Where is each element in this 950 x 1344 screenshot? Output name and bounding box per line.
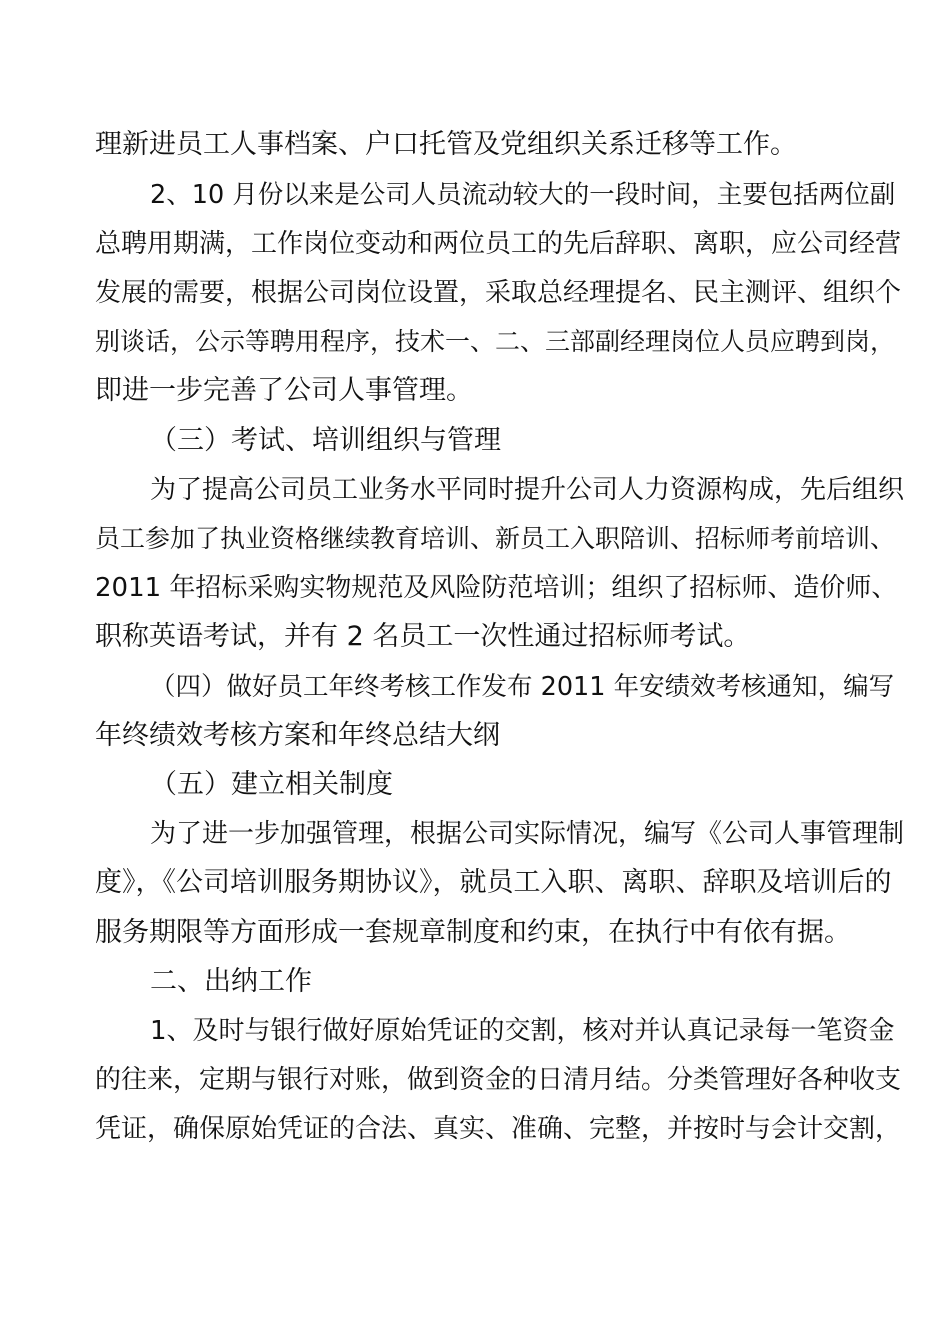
- text-line: 总聘用期满，工作岗位变动和两位员工的先后辞职、离职，应公司经营: [95, 229, 902, 259]
- text-line: 职称英语考试，并有 2 名员工一次性通过招标师考试。: [95, 621, 751, 652]
- section-heading: （三）考试、培训组织与管理: [150, 425, 501, 456]
- text-line: 度》，《公司培训服务期协议》，就员工入职、离职、辞职及培训后的: [95, 867, 892, 898]
- section-heading: （四）做好员工年终考核工作发布 2011 年安绩效考核通知，编写: [150, 672, 895, 702]
- text-line: 别谈话，公示等聘用程序，技术一、二、三部副经理岗位人员应聘到岗，: [95, 327, 896, 356]
- section-heading: （五）建立相关制度: [150, 769, 393, 800]
- text-line: 的往来，定期与银行对账，做到资金的日清月结。分类管理好各种收支: [95, 1065, 902, 1095]
- text-line: 1、及时与银行做好原始凭证的交割，核对并认真记录每一笔资金: [150, 1016, 895, 1046]
- text-line: 理新进员工人事档案、户口托管及党组织关系迁移等工作。: [95, 129, 797, 160]
- section-heading: 二、出纳工作: [150, 966, 312, 997]
- text-line: 员工参加了执业资格继续教育培训、新员工入职陪训、招标师考前培训、: [95, 524, 896, 553]
- text-line: 2011 年招标采购实物规范及风险防范培训；组织了招标师、造价师、: [95, 573, 898, 603]
- text-line: 发展的需要，根据公司岗位设置，采取总经理提名、民主测评、组织个: [95, 278, 902, 308]
- text-line: 为了进一步加强管理，根据公司实际情况，编写《公司人事管理制: [150, 819, 905, 849]
- text-line: 凭证，确保原始凭证的合法、真实、准确、完整，并按时与会计交割，: [95, 1114, 902, 1144]
- text-line: 2、10 月份以来是公司人员流动较大的一段时间，主要包括两位副: [150, 180, 896, 210]
- text-line: 服务期限等方面形成一套规章制度和约束，在执行中有依有据。: [95, 917, 851, 948]
- text-line: 即进一步完善了公司人事管理。: [95, 375, 473, 406]
- text-line: 年终绩效考核方案和年终总结大纲: [95, 720, 500, 751]
- text-line: 为了提高公司员工业务水平同时提升公司人力资源构成，先后组织: [150, 475, 905, 505]
